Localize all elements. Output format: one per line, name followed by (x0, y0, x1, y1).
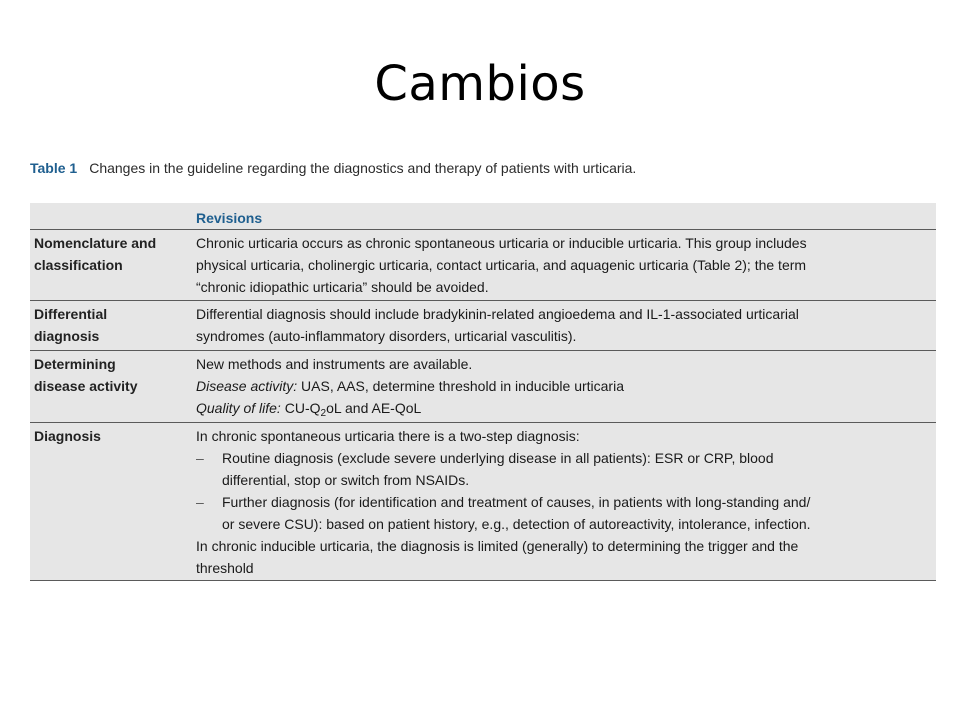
row-label (34, 232, 192, 276)
row-label-line: Diagnosis (34, 428, 101, 444)
revision-line: In chronic inducible urticaria, the diagnosis is limited (generally) to determining the trigger and the (196, 538, 799, 554)
revision-line: Differential diagnosis should include bradykinin-related angioedema and IL-1-associated urticarial (196, 306, 799, 322)
table-caption (30, 160, 940, 176)
revision-line (196, 397, 931, 425)
revision-line: physical urticaria, cholinergic urticaria, contact urticaria, and aquagenic urticaria (Table 2); the term (196, 257, 807, 273)
qol-text: oL and AE-QoL (326, 400, 422, 416)
qol-text: CU-Q (280, 400, 321, 416)
dash-bullet: – (196, 494, 204, 510)
row-label-line: classification (34, 257, 123, 273)
revision-line: syndromes (auto-inflammatory disorders, urticarial vasculitis). (196, 328, 577, 344)
row-label (34, 353, 192, 397)
row-revision (196, 303, 931, 347)
bullet-continuation (196, 513, 931, 535)
bullet-item (196, 491, 931, 513)
quality-of-life-label: Quality of life: (196, 400, 281, 416)
row-label-line: Differential (34, 306, 108, 322)
revision-line: New methods and instruments are available. (196, 356, 473, 372)
bullet-text: Routine diagnosis (exclude severe underlying disease in all patients): ESR or CRP, blood (222, 450, 774, 466)
table-caption-text: Changes in the guideline regarding the diagnostics and therapy of patients with urticaria. (89, 160, 637, 176)
row-label-line: diagnosis (34, 328, 100, 344)
row-label-line: disease activity (34, 378, 138, 394)
row-label (34, 425, 192, 447)
table-row (30, 422, 936, 581)
row-label-line: Determining (34, 356, 116, 372)
qol-subscript: 2 (320, 408, 327, 419)
table-row (30, 229, 936, 301)
bullet-text: Further diagnosis (for identification and treatment of causes, in patients with long-standing and/ (222, 494, 811, 510)
disease-activity-label: Disease activity: (196, 378, 298, 394)
revision-line: “chronic idiopathic urticaria” should be avoided. (196, 279, 489, 295)
table-row (30, 300, 936, 351)
bullet-continuation (196, 469, 931, 491)
revision-line: In chronic spontaneous urticaria there is a two-step diagnosis: (196, 428, 580, 444)
row-label (34, 303, 192, 347)
bullet-text: differential, stop or switch from NSAIDs. (222, 472, 470, 488)
table-number: Table 1 (30, 160, 78, 176)
dash-bullet: – (196, 450, 204, 466)
disease-activity-text: UAS, AAS, determine threshold in inducible urticaria (297, 378, 624, 394)
table-header-row (30, 203, 936, 229)
row-label-line: Nomenclature and (34, 235, 157, 251)
revision-line: threshold (196, 560, 254, 576)
table-row (30, 350, 936, 423)
table-bottom-rule (30, 580, 936, 581)
column-header-revisions: Revisions (196, 210, 263, 226)
guideline-table (30, 203, 936, 581)
row-revision (196, 425, 931, 579)
revision-line (196, 375, 931, 397)
revision-line: Chronic urticaria occurs as chronic spontaneous urticaria or inducible urticaria. This group includes (196, 235, 807, 251)
bullet-text: or severe CSU): based on patient history, e.g., detection of autoreactivity, intolerance, infection. (222, 516, 811, 532)
row-revision (196, 232, 931, 298)
slide-title: Cambios (374, 56, 586, 112)
bullet-item (196, 447, 931, 469)
row-revision (196, 353, 931, 425)
